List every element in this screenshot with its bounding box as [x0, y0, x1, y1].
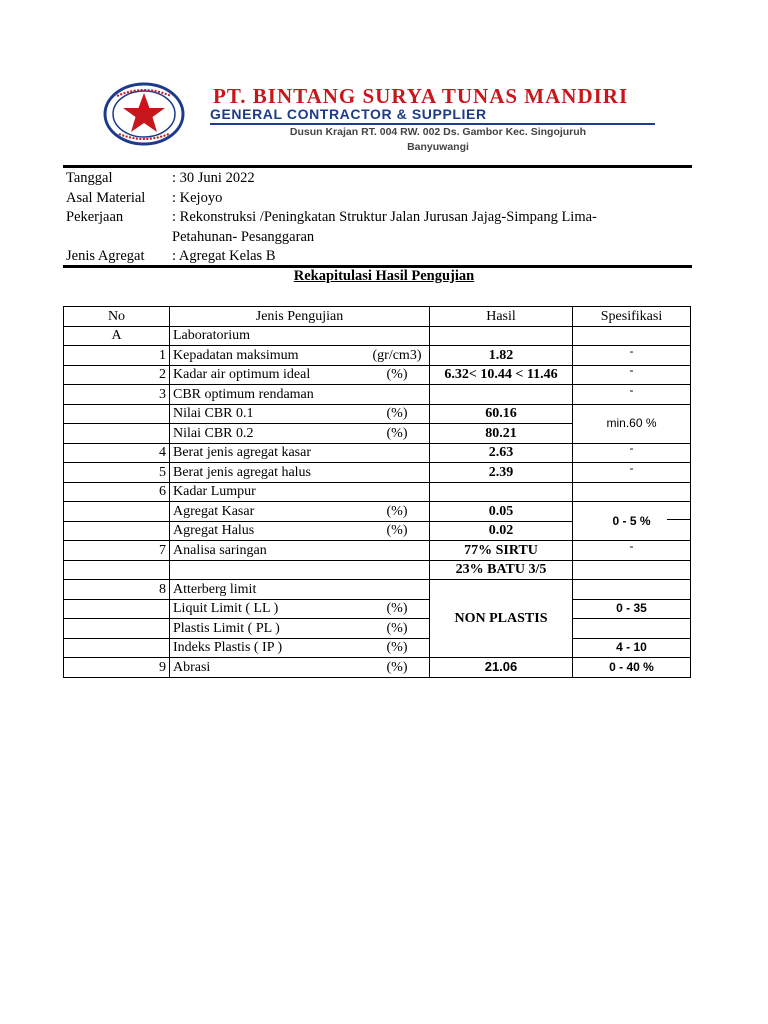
- pekerjaan-value-cont: Petahunan- Pesanggaran: [172, 228, 315, 245]
- row-no: 4: [64, 443, 170, 463]
- info-row-pekerjaan: [66, 208, 692, 228]
- row-unit: (%): [386, 406, 408, 422]
- row-name: Berat jenis agregat halus: [170, 463, 430, 483]
- row-no: 6: [64, 482, 170, 502]
- row-spec: [573, 326, 691, 346]
- table-row: [64, 326, 691, 346]
- table-row: [64, 404, 691, 424]
- row-spec: [573, 346, 691, 366]
- row-spec: [573, 580, 691, 600]
- row-name-text: Agregat Halus: [173, 523, 255, 539]
- row-hasil: 2.63: [430, 443, 573, 463]
- row-hasil: 23% BATU 3/5: [430, 560, 573, 580]
- row-unit: (%): [386, 523, 408, 539]
- info-row-tanggal: [66, 169, 692, 189]
- info-row-pekerjaan-cont: [66, 228, 692, 248]
- header-spesifikasi: Spesifikasi: [573, 307, 691, 327]
- row-name-text: Nilai CBR 0.1: [173, 406, 254, 422]
- agregat-value: : Agregat Kelas B: [172, 248, 276, 264]
- row-hasil: [430, 326, 573, 346]
- row-spec: [573, 638, 691, 658]
- row-hasil: 0.05: [430, 502, 573, 522]
- row-name: [170, 521, 430, 541]
- table-row: [64, 443, 691, 463]
- row-name: [170, 365, 430, 385]
- row-name: [170, 658, 430, 678]
- row-name-text: Kepadatan maksimum: [173, 347, 299, 363]
- spec-dash: -: [629, 384, 634, 397]
- row-spec: [573, 443, 691, 463]
- table-row: [64, 541, 691, 561]
- report-title: [0, 268, 768, 285]
- row-no: 7: [64, 541, 170, 561]
- company-address: [248, 125, 628, 155]
- info-row-material: [66, 189, 692, 209]
- table-row: [64, 580, 691, 600]
- cbr-spec-text: min.60 %: [606, 416, 657, 430]
- row-spec: [573, 541, 691, 561]
- row-no: [64, 404, 170, 424]
- spec-dash: -: [629, 462, 634, 475]
- table-row: [64, 599, 691, 619]
- table-row: [64, 619, 691, 639]
- row-spec: [573, 599, 691, 619]
- row-name: [170, 619, 430, 639]
- spec-text: 0 - 40 %: [609, 659, 654, 674]
- row-name-text: Nilai CBR 0.2: [173, 425, 254, 441]
- row-hasil: 77% SIRTU: [430, 541, 573, 561]
- lumpur-spec-text: 0 - 5 %: [612, 513, 651, 528]
- row-name: Analisa saringan: [170, 541, 430, 561]
- agregat-label: Jenis Agregat: [66, 248, 145, 264]
- table-row: [64, 385, 691, 405]
- row-no: 9: [64, 658, 170, 678]
- spec-marker-line: [667, 519, 690, 520]
- row-name-text: Liquit Limit ( LL ): [173, 601, 279, 617]
- material-label: Asal Material: [66, 189, 146, 206]
- table-row: [64, 482, 691, 502]
- address-line-2: Banyuwangi: [407, 141, 469, 153]
- table-row: [64, 502, 691, 522]
- row-no: [64, 424, 170, 444]
- row-hasil: [430, 482, 573, 502]
- row-no: 8: [64, 580, 170, 600]
- row-spec: [573, 365, 691, 385]
- table-row: [64, 346, 691, 366]
- info-top-rule: [63, 165, 692, 168]
- pekerjaan-value: : Rekonstruksi /Peningkatan Struktur Jalan Jurusan Jajag-Simpang Lima-: [172, 209, 597, 225]
- row-hasil: 2.39: [430, 463, 573, 483]
- row-name-text: Plastis Limit ( PL ): [173, 620, 280, 636]
- address-line-1: Dusun Krajan RT. 004 RW. 002 Ds. Gambor Kec. Singojuruh: [289, 126, 587, 138]
- row-name-text: Indeks Plastis ( IP ): [173, 640, 283, 656]
- company-subtitle: GENERAL CONTRACTOR & SUPPLIER: [210, 106, 655, 125]
- row-name: Kadar Lumpur: [170, 482, 430, 502]
- table-header-row: [64, 307, 691, 327]
- table-row: [64, 463, 691, 483]
- row-name: Berat jenis agregat kasar: [170, 443, 430, 463]
- material-value: : Kejoyo: [172, 189, 223, 206]
- row-unit: (%): [386, 367, 408, 383]
- pekerjaan-label: Pekerjaan: [66, 209, 124, 225]
- row-name-text: Kadar air optimum ideal: [173, 367, 311, 383]
- table-row: [64, 365, 691, 385]
- table-row: [64, 638, 691, 658]
- header-no: No: [64, 307, 170, 327]
- report-title-text: Rekapitulasi Hasil Pengujian: [293, 268, 475, 284]
- header-hasil: Hasil: [430, 307, 573, 327]
- row-name-text: Agregat Kasar: [173, 503, 255, 519]
- row-unit: (%): [386, 601, 408, 617]
- row-no: A: [64, 326, 170, 346]
- spec-dash: -: [629, 443, 634, 456]
- row-hasil: 6.32< 10.44 < 11.46: [430, 365, 573, 385]
- row-name: [170, 599, 430, 619]
- spec-dash: -: [629, 365, 634, 378]
- header-jenis: Jenis Pengujian: [170, 307, 430, 327]
- row-unit: (gr/cm3): [372, 347, 422, 363]
- row-no: [64, 521, 170, 541]
- row-hasil: [430, 658, 573, 678]
- tanggal-label: Tanggal: [66, 170, 113, 186]
- row-unit: (%): [386, 659, 408, 675]
- row-name: [170, 424, 430, 444]
- row-name-text: Abrasi: [173, 659, 211, 675]
- row-unit: (%): [386, 620, 408, 636]
- row-name: [170, 638, 430, 658]
- row-spec: [573, 463, 691, 483]
- lumpur-spec: [573, 502, 691, 541]
- row-spec: [573, 385, 691, 405]
- spec-dash: -: [629, 540, 634, 553]
- info-row-agregat: [66, 247, 692, 267]
- row-hasil: 80.21: [430, 424, 573, 444]
- row-unit: (%): [386, 425, 408, 441]
- row-no: [64, 560, 170, 580]
- spec-text: 0 - 35: [616, 601, 647, 616]
- row-hasil: 1.82: [430, 346, 573, 366]
- row-no: [64, 638, 170, 658]
- row-name: [170, 502, 430, 522]
- row-name: Atterberg limit: [170, 580, 430, 600]
- row-no: [64, 619, 170, 639]
- row-no: 3: [64, 385, 170, 405]
- row-name: Laboratorium: [170, 326, 430, 346]
- row-spec: [573, 658, 691, 678]
- row-name: [170, 404, 430, 424]
- row-name: CBR optimum rendaman: [170, 385, 430, 405]
- row-spec: [573, 619, 691, 639]
- info-block: [66, 169, 692, 267]
- tanggal-value: : 30 Juni 2022: [172, 170, 255, 186]
- row-unit: (%): [386, 503, 408, 519]
- info-spacer: [66, 228, 172, 248]
- results-table: [63, 306, 691, 678]
- company-logo: [103, 82, 185, 146]
- row-no: 1: [64, 346, 170, 366]
- row-no: [64, 599, 170, 619]
- atterberg-hasil: NON PLASTIS: [430, 580, 573, 658]
- row-spec: [573, 482, 691, 502]
- spec-dash: -: [629, 345, 634, 358]
- row-hasil: 60.16: [430, 404, 573, 424]
- row-name: [170, 346, 430, 366]
- row-hasil: 0.02: [430, 521, 573, 541]
- row-no: 5: [64, 463, 170, 483]
- row-no: [64, 502, 170, 522]
- row-unit: (%): [386, 640, 408, 656]
- spec-text: 4 - 10: [616, 640, 647, 655]
- row-no: 2: [64, 365, 170, 385]
- table-row: [64, 658, 691, 678]
- abrasi-hasil-text: 21.06: [484, 659, 518, 675]
- row-spec: [573, 560, 691, 580]
- row-hasil: [430, 385, 573, 405]
- cbr-spec: [573, 404, 691, 443]
- row-name: [170, 560, 430, 580]
- company-name: PT. BINTANG SURYA TUNAS MANDIRI: [213, 84, 629, 108]
- table-row: [64, 560, 691, 580]
